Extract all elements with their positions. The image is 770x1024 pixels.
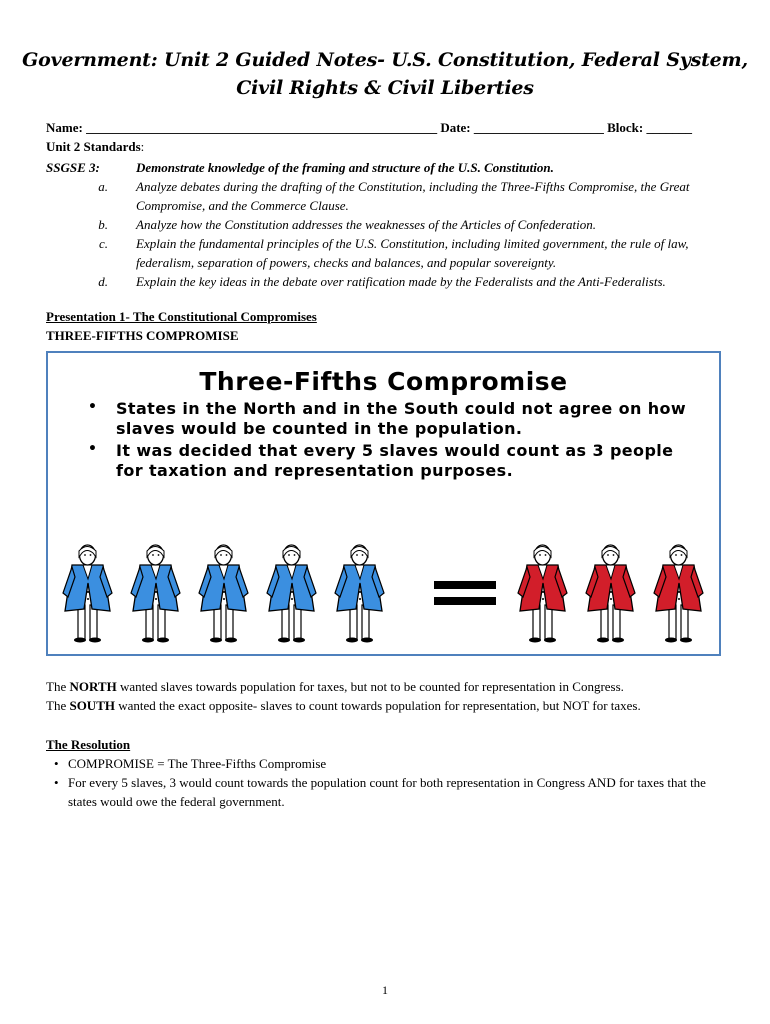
standard-a-text: Analyze debates during the drafting of the Constitution, including the Three-Fifths Compromise, the Great Compromise, and the Commerce Clause. [136,179,690,213]
figure-bullet-text: It was decided that every 5 slaves would count as 3 people for taxation and representation purposes. [116,441,674,480]
standard-main [46,158,726,177]
north-paragraph [46,677,730,696]
red-colonist-figure [586,545,635,643]
south-post: wanted the exact opposite- slaves to count towards population for representation, but NOT for taxes. [114,698,641,713]
standard-text: Demonstrate knowledge of the framing and structure of the U.S. Constitution. [136,160,554,175]
resolution-heading: The Resolution [46,737,131,752]
blue-colonist-figure [131,545,180,643]
south-pre: The [46,698,70,713]
unit-standards-text: Unit 2 Standards [46,139,141,154]
figure-bullet-text: States in the North and in the South could not agree on how slaves would be counted in the population. [116,399,687,438]
bullet-icon: • [88,399,98,415]
resolution-list [54,754,734,811]
figure-bullet-list [88,399,699,483]
red-colonist-figure [654,545,703,643]
unit-standards-colon: : [140,139,145,154]
section-heading: THREE-FIFTHS COMPROMISE [46,328,239,343]
figure-bullet [88,399,699,439]
standard-c [46,234,726,272]
south-paragraph [46,696,730,715]
south-bold: SOUTH [69,698,115,713]
red-colonist-figure [518,545,567,643]
standard-d-label: d. [98,274,108,289]
blue-colonist-figure [199,545,248,643]
presentation-heading: Presentation 1- The Constitutional Compromises [46,309,317,324]
north-post: wanted slaves towards population for taxes, but not to be counted for representation in Congress. [116,679,624,694]
standard-c-label: c. [98,236,108,251]
resolution-item-text: COMPROMISE = The Three-Fifths Compromise [68,756,327,771]
standard-a-label: a. [98,179,108,194]
name-date-block-line: Name: ______________________________________________________ Date: ____________________ Block: _______ [46,120,692,135]
three-fifths-figure [46,351,721,656]
standard-c-text: Explain the fundamental principles of the U.S. Constitution, including limited government, the rule of law, federalism, separation of powers, checks and balances, and popular sovereignty. [136,236,689,270]
blue-colonist-figure [267,545,316,643]
bullet-icon: • [54,756,59,771]
figure-bullet [88,441,699,481]
resolution-item [54,754,734,773]
blue-colonist-figure [335,545,384,643]
blue-colonist-figure [63,545,112,643]
bullet-icon: • [88,441,98,457]
standard-b [46,215,726,234]
standard-a [46,177,726,215]
standard-b-text: Analyze how the Constitution addresses the weaknesses of the Articles of Confederation. [136,217,597,232]
resolution-item [54,773,734,811]
page-number: 1 [382,983,388,997]
north-bold: NORTH [69,679,117,694]
title-line-1: Government: Unit 2 Guided Notes- U.S. Constitution, Federal System, [22,49,748,71]
document-title [0,46,770,102]
people-illustration [62,543,707,643]
standard-label: SSGSE 3: [46,160,100,175]
standard-d [46,272,726,291]
bullet-icon: • [54,775,59,790]
north-pre: The [46,679,70,694]
standard-d-text: Explain the key ideas in the debate over ratification made by the Federalists and the Anti-Federalists. [136,274,666,289]
resolution-item-text: For every 5 slaves, 3 would count towards the population count for both representation in Congress AND for taxes that the states would owe the federal government. [68,775,706,809]
figure-title: Three-Fifths Compromise [199,367,568,396]
unit-standards-label [46,139,726,155]
equals-icon [434,581,496,605]
title-line-2: Civil Rights & Civil Liberties [236,77,534,99]
standard-b-label: b. [98,217,108,232]
